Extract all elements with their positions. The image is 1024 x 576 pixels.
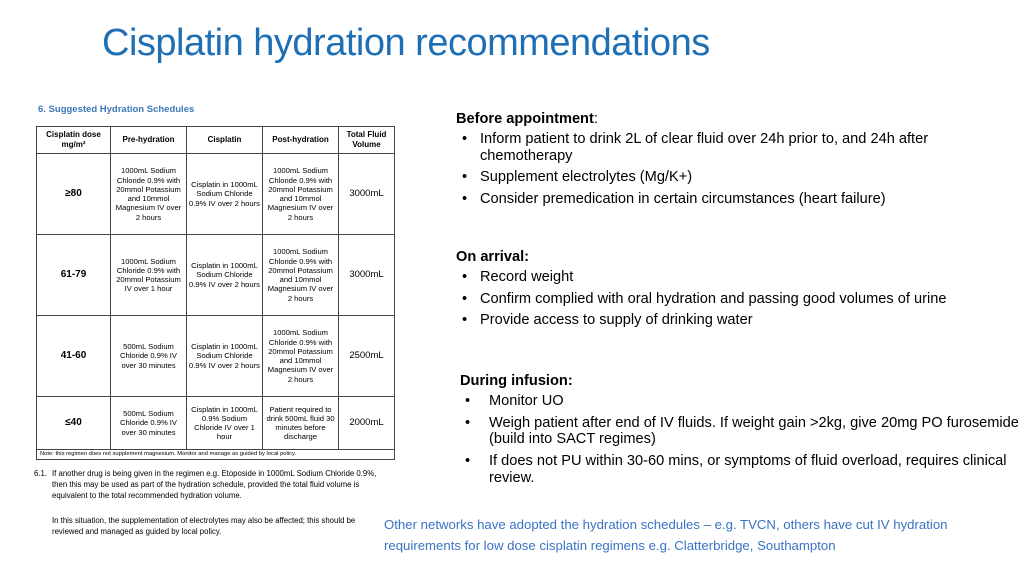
- col-header-pre: Pre-hydration: [111, 127, 187, 154]
- table-note: Note: this regimen does not supplement magnesium. Monitor and manage as guided by local policy.: [37, 450, 395, 460]
- section-heading: On arrival:: [456, 249, 529, 265]
- bullet-icon: •: [462, 191, 468, 208]
- list-item: • Supplement electrolytes (Mg/K+): [462, 169, 693, 186]
- bullet-icon: •: [462, 169, 468, 186]
- post-hydration-cell: 1000mL Sodium Chloride 0.9% with 20mmol Potassium and 10mmol Magnesium IV over 2 hours: [263, 154, 339, 235]
- list-item: • Record weight: [462, 268, 574, 285]
- cisplatin-cell: Cisplatin in 1000mL Sodium Chloride 0.9% IV over 2 hours: [187, 316, 263, 397]
- pre-hydration-cell: 1000mL Sodium Chloride 0.9% with 20mmol Potassium IV over 1 hour: [111, 235, 187, 316]
- bullet-icon: •: [465, 453, 471, 470]
- dose-cell: 61-79: [37, 235, 111, 316]
- total-volume-cell: 2000mL: [339, 397, 395, 450]
- bullet-icon: •: [462, 290, 468, 307]
- cisplatin-cell: Cisplatin in 1000mL Sodium Chloride 0.9% IV over 2 hours: [187, 235, 263, 316]
- list-item: • Provide access to supply of drinking water: [462, 312, 753, 329]
- pre-hydration-cell: 1000mL Sodium Chloride 0.9% with 20mmol Potassium and 10mmol Magnesium IV over 2 hours: [111, 154, 187, 235]
- col-header-total: Total Fluid Volume: [339, 127, 395, 154]
- post-hydration-cell: 1000mL Sodium Chloride 0.9% with 20mmol Potassium and 10mmol Magnesium IV over 2 hours: [263, 316, 339, 397]
- col-header-dose: Cisplatin dose mg/m²: [37, 127, 111, 154]
- section-heading: During infusion:: [460, 373, 573, 389]
- section-during-infusion: [460, 373, 1024, 492]
- dose-cell: 41-60: [37, 316, 111, 397]
- cisplatin-cell: Cisplatin in 1000mL 0.9% Sodium Chloride IV over 1 hour: [187, 397, 263, 450]
- list-item: • Inform patient to drink 2L of clear fluid over 24h prior to, and 24h after chemotherapy: [462, 130, 929, 164]
- dose-cell: ≥80: [37, 154, 111, 235]
- dose-cell: ≤40: [37, 397, 111, 450]
- total-volume-cell: 3000mL: [339, 235, 395, 316]
- footnote-continuation: In this situation, the supplementation of electrolytes may also be affected; this should be reviewed and managed as guided by local policy.: [52, 516, 356, 536]
- bullet-list: [456, 269, 946, 329]
- bullet-icon: •: [465, 392, 471, 409]
- col-header-post: Post-hydration: [263, 127, 339, 154]
- section-before-appointment: [456, 111, 1024, 213]
- total-volume-cell: 3000mL: [339, 154, 395, 235]
- slide-title: Cisplatin hydration recommendations: [102, 22, 710, 64]
- hydration-schedule-table: [36, 126, 395, 460]
- bullet-icon: •: [462, 312, 468, 329]
- footnote-text: If another drug is being given in the regimen e.g. Etoposide in 1000mL Sodium Chloride 0.9%, then this may be used as part of the hydration schedule, provided the total fluid volume is equivalent to the total recommended hydration volume.: [52, 469, 377, 500]
- cisplatin-cell: Cisplatin in 1000mL Sodium Chloride 0.9% IV over 2 hours: [187, 154, 263, 235]
- bullet-list: [456, 131, 1024, 208]
- bullet-icon: •: [462, 268, 468, 285]
- list-item: • Monitor UO: [465, 392, 564, 409]
- list-item: • Weigh patient after end of IV fluids. If weight gain >2kg, give 20mg PO furosemide (build into SACT regimes): [465, 414, 1019, 448]
- list-item: • Confirm complied with oral hydration and passing good volumes of urine: [462, 290, 947, 307]
- bullet-icon: •: [462, 130, 468, 147]
- section-heading: Before appointment:: [456, 111, 598, 127]
- table-note-row: [37, 450, 395, 460]
- pre-hydration-cell: 500mL Sodium Chloride 0.9% IV over 30 minutes: [111, 397, 187, 450]
- table-header-row: [37, 127, 395, 154]
- section-on-arrival: [456, 249, 946, 334]
- bullet-icon: •: [465, 414, 471, 431]
- post-hydration-cell: 1000mL Sodium Chloride 0.9% with 20mmol Potassium and 10mmol Magnesium IV over 2 hours: [263, 235, 339, 316]
- pre-hydration-cell: 500mL Sodium Chloride 0.9% IV over 30 minutes: [111, 316, 187, 397]
- other-networks-note: Other networks have adopted the hydration schedules – e.g. TVCN, others have cut IV hydration requirements for low dose cisplatin regimens e.g. Clatterbridge, Southampton: [384, 517, 948, 554]
- table-row: [37, 316, 395, 397]
- schedule-heading: 6. Suggested Hydration Schedules: [38, 104, 195, 115]
- footnote-6-1: [34, 469, 380, 502]
- bullet-list: [460, 393, 1024, 487]
- table-row: [37, 235, 395, 316]
- total-volume-cell: 2500mL: [339, 316, 395, 397]
- table-row: [37, 154, 395, 235]
- post-hydration-cell: Patient required to drink 500mL fluid 30 minutes before discharge: [263, 397, 339, 450]
- list-item: • If does not PU within 30-60 mins, or symptoms of fluid overload, requires clinical review.: [465, 453, 1007, 486]
- col-header-cisplatin: Cisplatin: [187, 127, 263, 154]
- list-item: • Consider premedication in certain circumstances (heart failure): [462, 191, 886, 208]
- table-row: [37, 397, 395, 450]
- footnote-number: 6.1.: [34, 469, 48, 478]
